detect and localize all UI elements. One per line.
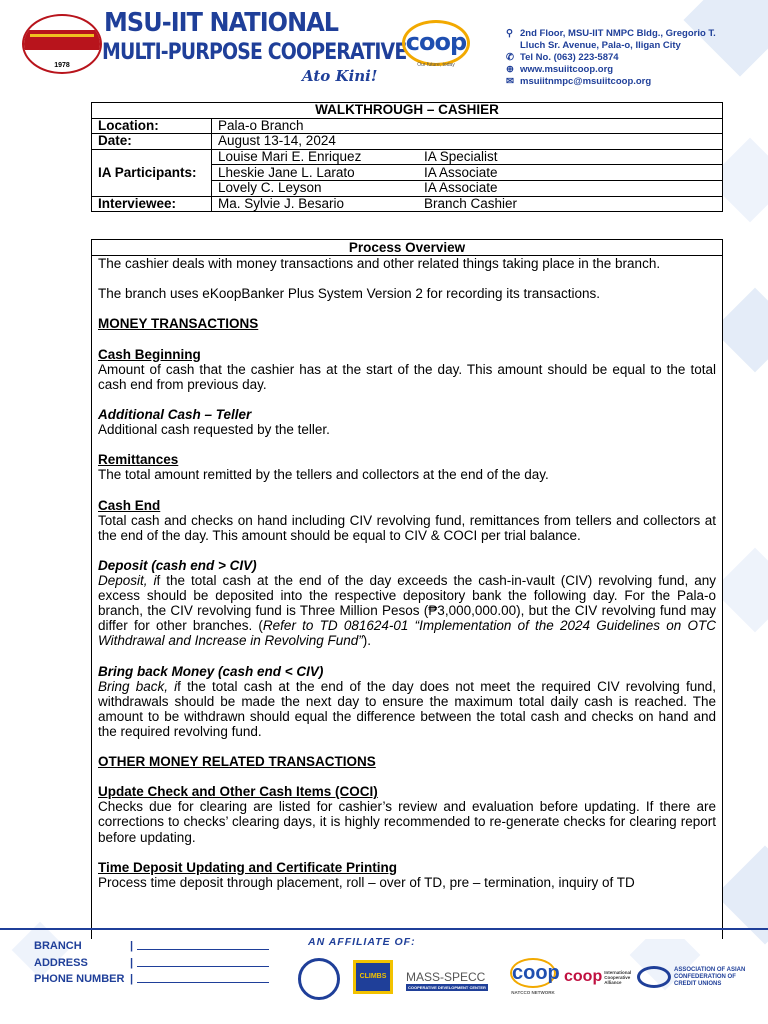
participant-role: IA Associate (424, 180, 498, 196)
section-heading-other: OTHER MONEY RELATED TRANSACTIONS (98, 754, 376, 770)
phone-label: PHONE NUMBER (34, 973, 125, 985)
additional-cash-text: Additional cash requested by the teller. (98, 422, 330, 438)
bring-back-text (98, 679, 716, 739)
affiliate-label: AN AFFILIATE OF: (308, 936, 416, 948)
deposit-text (98, 573, 716, 648)
address-line (137, 955, 269, 967)
date-value: August 13-14, 2024 (212, 134, 723, 150)
separator: | (130, 956, 134, 969)
footer-divider (0, 928, 768, 930)
participants-label: IA Participants: (92, 149, 212, 196)
mail-icon: ✉ (506, 76, 514, 87)
bring-back-body: f the total cash at the end of the day does not meet the required CIV revolving fund, withdrawals should be made the next day to ensure the maximum total daily cash is reached. The amount to be withdrawn should equal the difference between the total cash and checks on hand and the required revolving fund. (98, 678, 716, 739)
accu-name: ASSOCIATION OF ASIAN CONFEDERATION OF CREDIT UNIONS (674, 966, 746, 987)
remittances-heading: Remittances (98, 452, 179, 468)
time-deposit-heading: Time Deposit Updating and Certificate Printing (98, 859, 398, 875)
interviewee-name: Ma. Sylvie J. Besario (218, 195, 345, 211)
affiliate-seal-logo (298, 958, 340, 1000)
ica-logo (564, 968, 638, 986)
coci-heading: Update Check and Other Cash Items (COCI) (98, 784, 378, 800)
letterhead (0, 0, 768, 96)
globe-icon: ⊕ (506, 64, 514, 75)
massspecc-subtitle: COOPERATIVE DEVELOPMENT CENTER (408, 985, 486, 990)
cash-beginning-heading: Cash Beginning (98, 346, 201, 362)
email-link[interactable]: msuiitnmpc@msuiitcoop.org (520, 76, 652, 87)
location-label: Location: (92, 118, 212, 134)
climbs-logo: CLIMBS (353, 960, 393, 994)
telephone: Tel No. (063) 223-5874 (520, 52, 619, 63)
location-value: Pala-o Branch (212, 118, 723, 134)
org-name-line2: MULTI-PURPOSE COOPERATIVE (102, 40, 407, 65)
contact-info (506, 28, 716, 88)
ica-subtitle: International Cooperative Alliance (604, 969, 632, 985)
deposit-reference: Refer to TD 081624-01 “Implementation of the 2024 Guidelines on OTC Withdrawal and Increase in Revolving Fund” (98, 618, 716, 649)
natcco-subtitle: NATCCO NETWORK (511, 990, 555, 995)
cash-end-heading: Cash End (98, 497, 161, 513)
massspecc-name: MASS-SPECC (406, 970, 486, 984)
coci-text: Checks due for clearing are listed for cashier’s review and evaluation before updating. If there are corrections to checks’ clearing days, it is highly recommended to re-generate checks for clearing report before updating. (98, 799, 716, 845)
participant-name: Louise Mari E. Enriquez (218, 149, 362, 165)
additional-cash-heading: Additional Cash – Teller (98, 406, 252, 422)
section-heading-money: MONEY TRANSACTIONS (98, 316, 259, 332)
phone-icon: ✆ (506, 52, 514, 63)
interviewee-label: Interviewee: (92, 196, 212, 212)
cash-end-text: Total cash and checks on hand including CIV revolving fund, remittances from tellers and collectors at the end of the day. This amount should be equal to CIV & COCI per trial balance. (98, 512, 716, 543)
accu-emblem (637, 966, 671, 988)
time-deposit-text: Process time deposit through placement, roll – over of TD, pre – termination, inquiry of TD (98, 874, 635, 890)
address-label: ADDRESS (34, 956, 88, 969)
address-line2: Lluch Sr. Avenue, Pala-o, Iligan City (520, 40, 681, 51)
website-link[interactable]: www.msuiitcoop.org (520, 64, 614, 75)
location-pin-icon: ⚲ (506, 28, 513, 39)
massspecc-logo (406, 970, 488, 991)
address-line1: 2nd Floor, MSU-IIT NMPC Bldg., Gregorio T. (520, 28, 716, 39)
bring-back-lead: Bring back, i (98, 678, 178, 694)
branch-info-block (34, 938, 269, 988)
intro-paragraph: The cashier deals with money transactions and other related things taking place in the branch. (98, 256, 661, 271)
participant-name: Lheskie Jane L. Larato (218, 164, 355, 180)
letterhead-footer (0, 928, 768, 1024)
cash-beginning-text: Amount of cash that the cashier has at the start of the day. This amount should be equal to the total cash end from previous day. (98, 361, 716, 392)
bring-back-heading: Bring back Money (cash end < CIV) (98, 663, 324, 679)
coop-logo-text: coop (405, 28, 467, 56)
walkthrough-title: WALKTHROUGH – CASHIER (92, 103, 723, 119)
interviewee-role: Branch Cashier (424, 195, 518, 211)
coop-logo (400, 18, 472, 70)
participant-name: Lovely C. Leyson (218, 180, 322, 196)
deposit-end: ). (362, 633, 372, 649)
natcco-mark: coop (510, 958, 556, 988)
branch-line (137, 938, 269, 950)
org-name-line1: MSU-IIT NATIONAL (104, 8, 339, 38)
walkthrough-table (91, 102, 723, 212)
participant-role: IA Specialist (424, 149, 498, 165)
separator: | (130, 973, 134, 985)
remittances-text: The total amount remitted by the tellers and collectors at the end of the day. (98, 467, 549, 483)
deposit-heading: Deposit (cash end > CIV) (98, 557, 257, 573)
natcco-logo (510, 958, 560, 995)
process-overview-box (91, 239, 723, 939)
date-label: Date: (92, 134, 212, 150)
separator: | (130, 940, 134, 952)
deposit-body: f the total cash at the end of the day exceeds the cash-in-vault (CIV) revolving fund, any excess should be deposited into the respective depository bank the following day. For the Pala-o branch, the CIV revolving fund is Three Million Pesos (₱3,000,000.00), but the CIV revolving fund may differ for other branches. ( (98, 572, 716, 634)
branch-label: BRANCH (34, 940, 82, 952)
phone-line (137, 971, 269, 983)
seal-year: 1978 (54, 62, 70, 69)
coop-logo-tagline: Our future, today (417, 62, 455, 68)
accu-logo (637, 966, 758, 988)
participant-role: IA Associate (424, 164, 498, 180)
system-paragraph: The branch uses eKoopBanker Plus System Version 2 for recording its transactions. (98, 286, 601, 302)
deposit-lead: Deposit, i (98, 572, 157, 588)
process-overview-title: Process Overview (92, 240, 722, 256)
cooperative-seal-logo (22, 14, 102, 74)
org-tagline: Ato Kini! (302, 67, 378, 85)
ica-mark: coop (564, 968, 603, 985)
process-overview-body (92, 256, 722, 890)
